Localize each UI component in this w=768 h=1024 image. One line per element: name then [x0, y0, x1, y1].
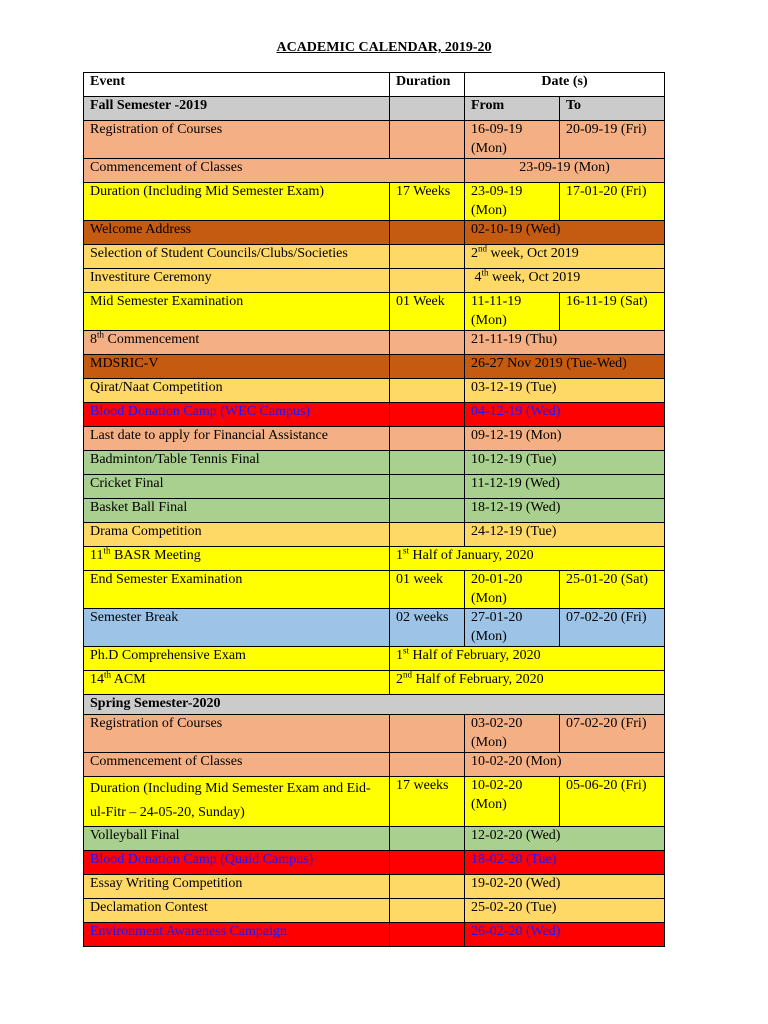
event-cell: Volleyball Final	[84, 827, 390, 851]
date-cell: 26-02-20 (Wed)	[465, 923, 665, 947]
section-spring: Spring Semester-2020	[84, 695, 665, 715]
event-cell: Semester Break	[84, 609, 390, 647]
table-row	[84, 875, 665, 899]
date-cell: 1st Half of January, 2020	[390, 547, 665, 571]
header-dates: Date (s)	[465, 73, 665, 97]
event-cell: Last date to apply for Financial Assistance	[84, 427, 390, 451]
duration-cell	[390, 475, 465, 499]
event-cell: 11th BASR Meeting	[84, 547, 390, 571]
from-cell: 10-02-20 (Mon)	[465, 777, 560, 827]
table-row	[84, 571, 665, 609]
to-cell: 05-06-20 (Fri)	[560, 777, 665, 827]
from-cell: 16-09-19 (Mon)	[465, 121, 560, 159]
table-row	[84, 379, 665, 403]
date-cell: 11-12-19 (Wed)	[465, 475, 665, 499]
event-cell: Investiture Ceremony	[84, 269, 390, 293]
table-row	[84, 499, 665, 523]
event-cell: Drama Competition	[84, 523, 390, 547]
duration-cell	[390, 245, 465, 269]
from-cell: 23-09-19 (Mon)	[465, 183, 560, 221]
duration-cell: 01 Week	[390, 293, 465, 331]
table-row	[84, 671, 665, 695]
table-row	[84, 121, 665, 159]
table-row	[84, 427, 665, 451]
from-cell: 11-11-19 (Mon)	[465, 293, 560, 331]
date-cell: 19-02-20 (Wed)	[465, 875, 665, 899]
event-cell: Essay Writing Competition	[84, 875, 390, 899]
duration-cell	[390, 379, 465, 403]
table-row	[84, 475, 665, 499]
event-cell: Selection of Student Councils/Clubs/Societies	[84, 245, 390, 269]
date-cell: 21-11-19 (Thu)	[465, 331, 665, 355]
table-row	[84, 647, 665, 671]
table-row	[84, 523, 665, 547]
table-row	[84, 403, 665, 427]
table-row	[84, 221, 665, 245]
duration-cell: 01 week	[390, 571, 465, 609]
table-row	[84, 355, 665, 379]
date-cell: 12-02-20 (Wed)	[465, 827, 665, 851]
to-cell: 17-01-20 (Fri)	[560, 183, 665, 221]
duration-cell	[390, 899, 465, 923]
table-row	[84, 451, 665, 475]
duration-cell: 17 Weeks	[390, 183, 465, 221]
from-cell: 20-01-20 (Mon)	[465, 571, 560, 609]
to-cell: 16-11-19 (Sat)	[560, 293, 665, 331]
from-cell: 03-02-20 (Mon)	[465, 715, 560, 753]
to-cell: 25-01-20 (Sat)	[560, 571, 665, 609]
event-cell: Qirat/Naat Competition	[84, 379, 390, 403]
date-cell: 25-02-20 (Tue)	[465, 899, 665, 923]
event-cell: Registration of Courses	[84, 121, 390, 159]
duration-cell	[390, 451, 465, 475]
duration-cell	[390, 121, 465, 159]
event-cell: End Semester Examination	[84, 571, 390, 609]
duration-cell	[390, 221, 465, 245]
from-cell: 27-01-20 (Mon)	[465, 609, 560, 647]
date-cell: 02-10-19 (Wed)	[465, 221, 665, 245]
duration-cell	[390, 923, 465, 947]
event-cell: Blood Donation Camp (Quaid Campus)	[84, 851, 390, 875]
date-cell: 10-12-19 (Tue)	[465, 451, 665, 475]
table-row	[84, 609, 665, 647]
header-from: From	[465, 97, 560, 121]
duration-cell	[390, 355, 465, 379]
date-cell: 09-12-19 (Mon)	[465, 427, 665, 451]
event-cell: Blood Donation Camp (WEC Campus)	[84, 403, 390, 427]
date-cell: 23-09-19 (Mon)	[465, 159, 665, 183]
event-cell: Duration (Including Mid Semester Exam and Eid-ul-Fitr – 24-05-20, Sunday)	[84, 777, 390, 827]
cell-empty	[390, 97, 465, 121]
duration-cell	[390, 875, 465, 899]
duration-cell	[390, 499, 465, 523]
table-row	[84, 923, 665, 947]
event-cell: Environment Awareness Campaign	[84, 923, 390, 947]
duration-cell	[390, 753, 465, 777]
table-row	[84, 183, 665, 221]
event-cell: MDSRIC-V	[84, 355, 390, 379]
header-to: To	[560, 97, 665, 121]
event-cell: Basket Ball Final	[84, 499, 390, 523]
date-cell: 18-02-20 (Tue)	[465, 851, 665, 875]
header-duration: Duration	[390, 73, 465, 97]
date-cell: 4th week, Oct 2019	[465, 269, 665, 293]
duration-cell	[390, 715, 465, 753]
event-cell: Registration of Courses	[84, 715, 390, 753]
duration-cell	[390, 427, 465, 451]
duration-cell: 17 weeks	[390, 777, 465, 827]
table-row	[84, 293, 665, 331]
section-fall: Fall Semester -2019	[84, 97, 390, 121]
table-row	[84, 245, 665, 269]
table-row	[84, 753, 665, 777]
duration-cell	[390, 523, 465, 547]
page-title: ACADEMIC CALENDAR, 2019-20	[276, 40, 492, 55]
event-cell: 8th Commencement	[84, 331, 390, 355]
date-cell: 24-12-19 (Tue)	[465, 523, 665, 547]
duration-cell	[390, 269, 465, 293]
duration-cell: 02 weeks	[390, 609, 465, 647]
duration-cell	[390, 851, 465, 875]
event-cell: Duration (Including Mid Semester Exam)	[84, 183, 390, 221]
duration-cell	[390, 827, 465, 851]
date-cell: 1st Half of February, 2020	[390, 647, 665, 671]
duration-cell	[390, 403, 465, 427]
academic-calendar-table	[83, 72, 665, 947]
table-row	[84, 269, 665, 293]
table-row	[84, 827, 665, 851]
table-row	[84, 899, 665, 923]
to-cell: 07-02-20 (Fri)	[560, 715, 665, 753]
event-cell: Ph.D Comprehensive Exam	[84, 647, 390, 671]
table-row	[84, 331, 665, 355]
table-row	[84, 159, 665, 183]
event-cell: Commencement of Classes	[84, 159, 465, 183]
event-cell: Badminton/Table Tennis Final	[84, 451, 390, 475]
table-row	[84, 777, 665, 827]
event-cell: Declamation Contest	[84, 899, 390, 923]
event-cell: Mid Semester Examination	[84, 293, 390, 331]
table-row	[84, 715, 665, 753]
date-cell: 03-12-19 (Tue)	[465, 379, 665, 403]
event-cell: Commencement of Classes	[84, 753, 390, 777]
date-cell: 04-12-19 (Wed)	[465, 403, 665, 427]
event-cell: Welcome Address	[84, 221, 390, 245]
date-cell: 26-27 Nov 2019 (Tue-Wed)	[465, 355, 665, 379]
table-row	[84, 547, 665, 571]
to-cell: 07-02-20 (Fri)	[560, 609, 665, 647]
to-cell: 20-09-19 (Fri)	[560, 121, 665, 159]
header-event: Event	[84, 73, 390, 97]
date-cell: 18-12-19 (Wed)	[465, 499, 665, 523]
table-row	[84, 851, 665, 875]
date-cell: 2nd Half of February, 2020	[390, 671, 665, 695]
date-cell: 2nd week, Oct 2019	[465, 245, 665, 269]
event-cell: 14th ACM	[84, 671, 390, 695]
duration-cell	[390, 331, 465, 355]
date-cell: 10-02-20 (Mon)	[465, 753, 665, 777]
event-cell: Cricket Final	[84, 475, 390, 499]
